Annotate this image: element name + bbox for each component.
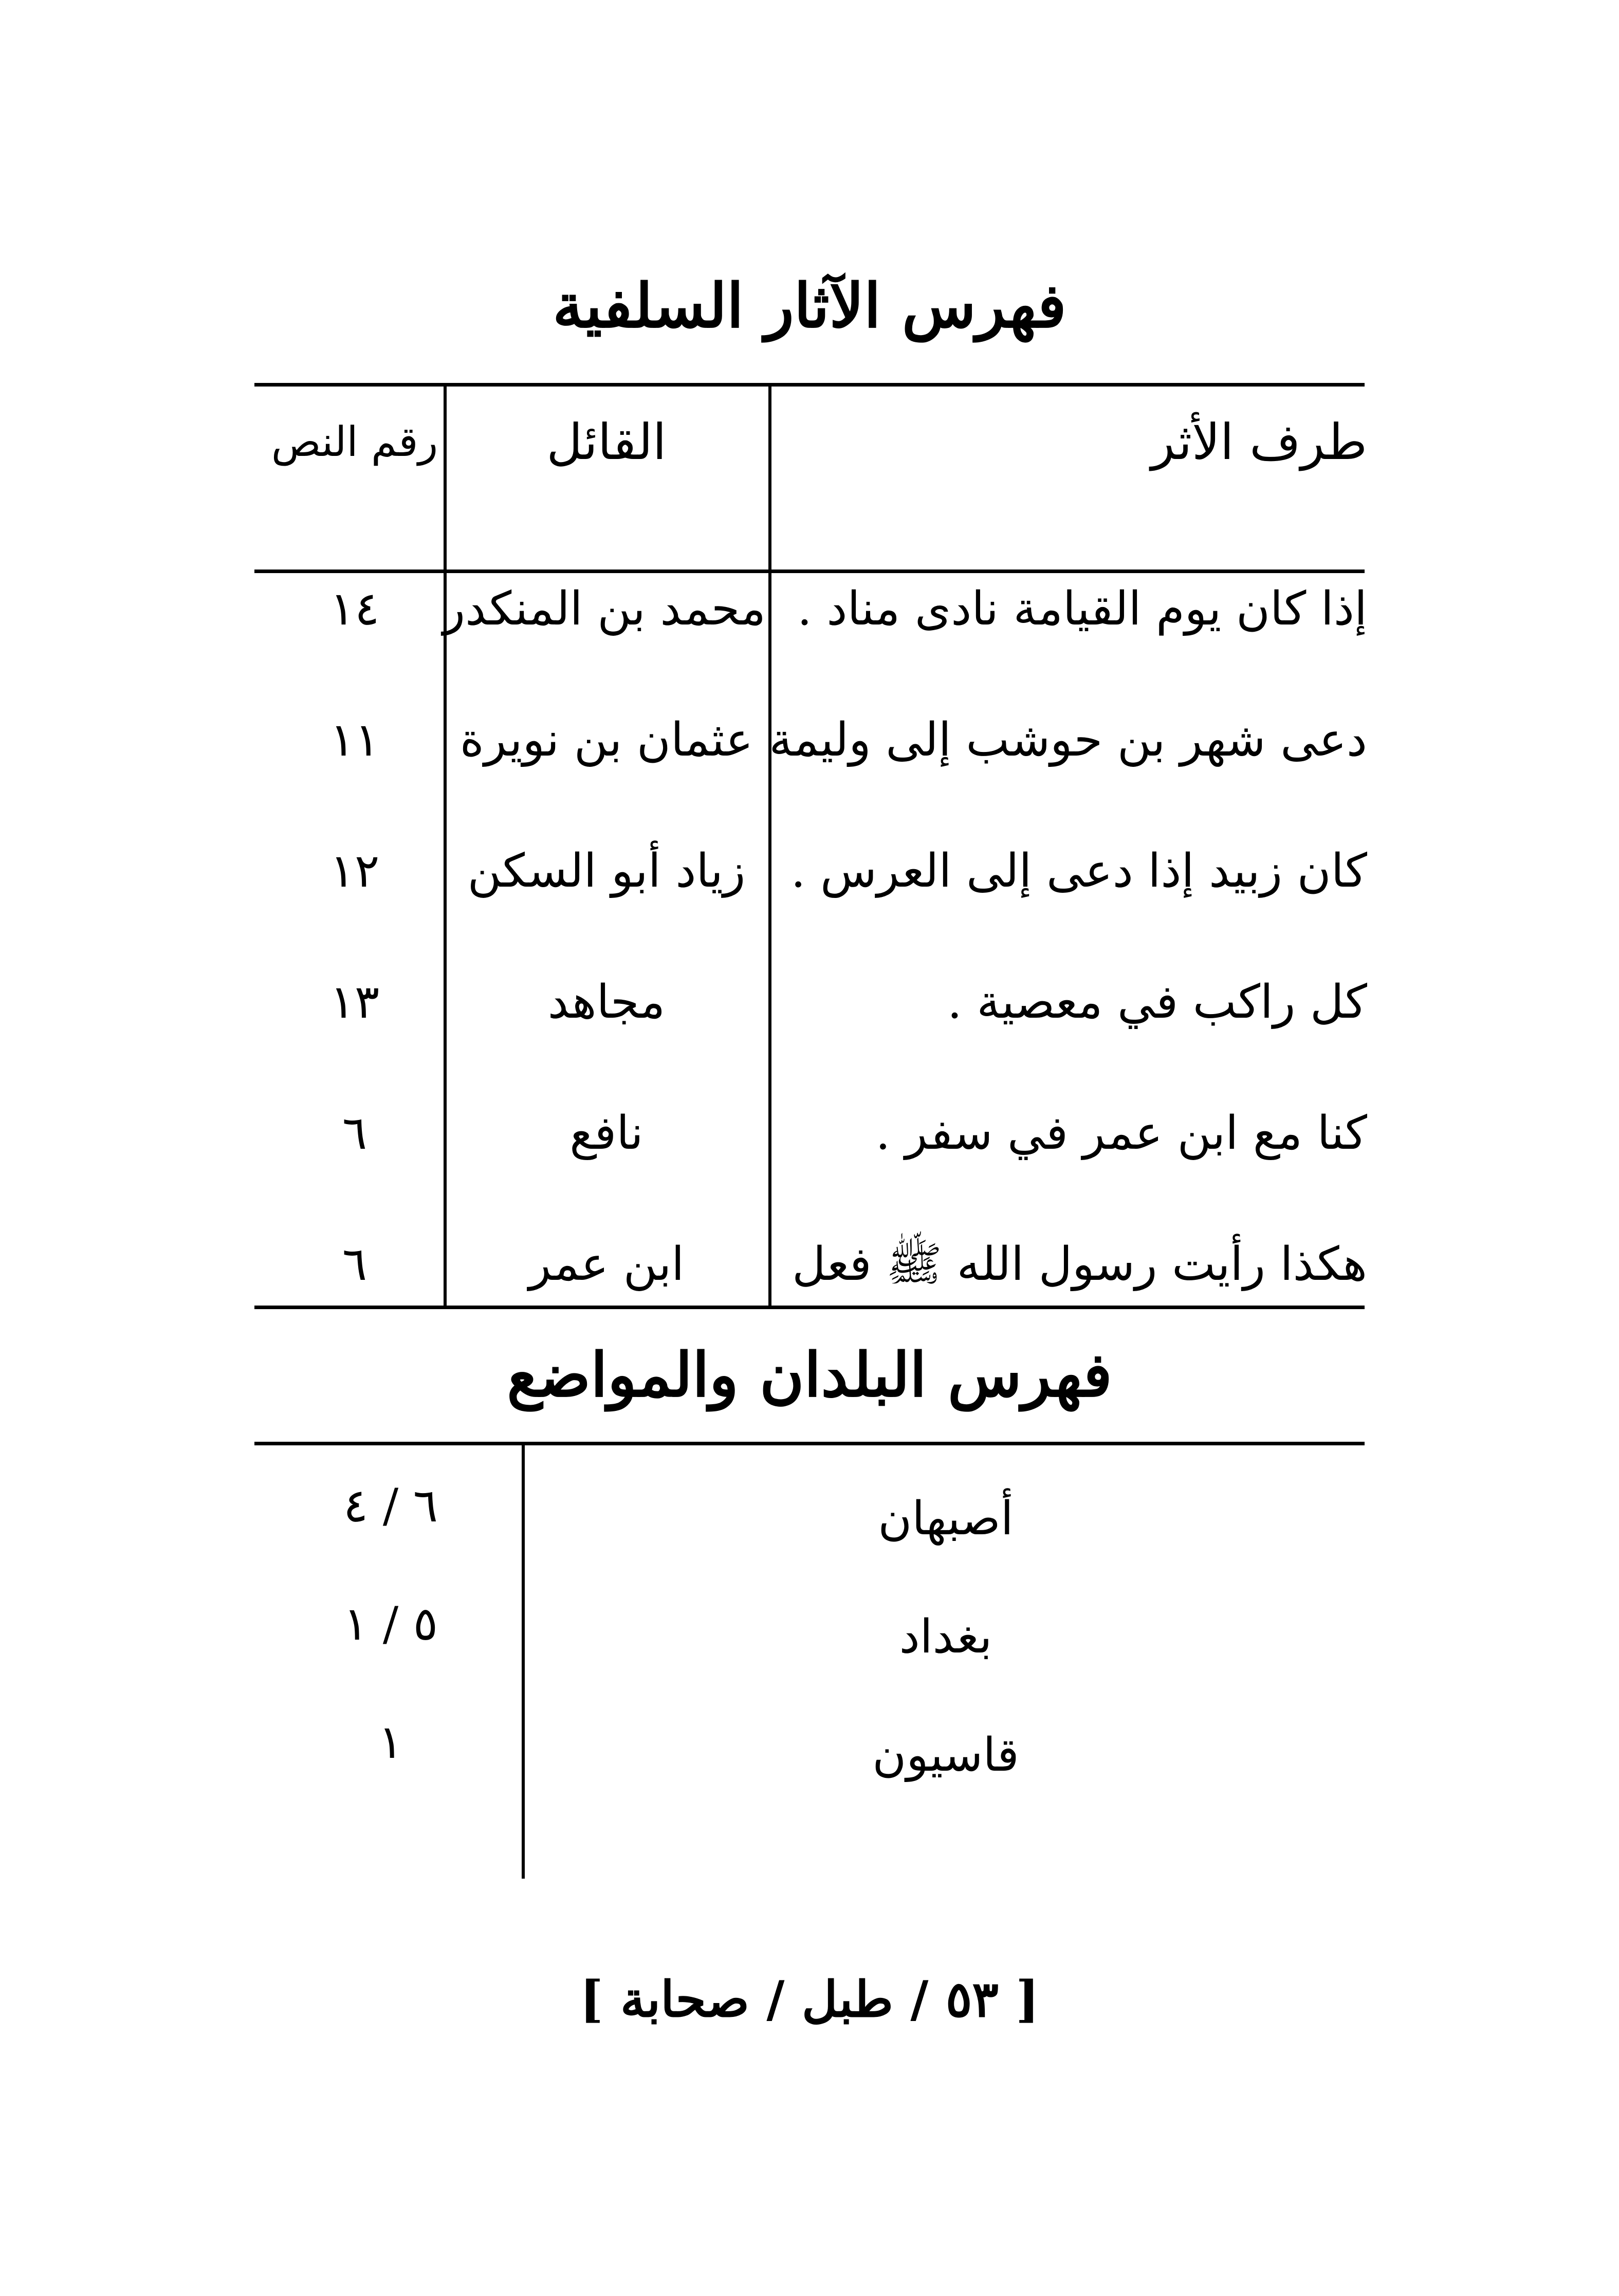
- athar-text: هكذا رأيت رسول الله ﷺ فعل: [792, 1237, 1367, 1291]
- header-text-number: رقم النص: [271, 418, 438, 466]
- place-reference: ٥ / ١: [343, 1597, 438, 1651]
- place-reference: ٦ / ٤: [343, 1479, 438, 1533]
- athar-text: كان زبيد إذا دعى إلى العرس .: [790, 844, 1367, 898]
- athar-number: ١١: [329, 713, 380, 767]
- places-col-divider: [522, 1442, 525, 1879]
- athar-number: ١٣: [329, 975, 380, 1029]
- athar-number: ٦: [342, 1237, 367, 1291]
- place-name: بغداد: [899, 1610, 992, 1664]
- athar-col-divider-2: [444, 383, 447, 1306]
- header-sayer: القائل: [546, 413, 667, 471]
- athar-text: إذا كان يوم القيامة نادى مناد .: [797, 582, 1367, 636]
- place-name: قاسيون: [872, 1728, 1019, 1782]
- athar-col-divider-1: [768, 383, 771, 1306]
- place-reference: ١: [378, 1715, 403, 1769]
- athar-header-rule: [254, 570, 1365, 573]
- athar-sayer: نافع: [569, 1106, 643, 1160]
- athar-table-top-rule: [254, 383, 1365, 387]
- athar-index-title: فهرس الآثار السلفية: [553, 270, 1066, 341]
- athar-sayer: مجاهد: [547, 975, 666, 1029]
- header-athar-text: طرف الأثر: [1151, 413, 1367, 471]
- places-table-top-rule: [254, 1442, 1365, 1445]
- athar-number: ١٢: [329, 844, 380, 898]
- athar-text: كل راكب في معصية .: [947, 975, 1367, 1029]
- athar-number: ١٤: [329, 582, 380, 636]
- page-footer: [ ٥٣ / طبل / صحابة ]: [580, 1970, 1039, 2028]
- athar-text: دعى شهر بن حوشب إلى وليمة: [769, 713, 1367, 767]
- athar-sayer: زياد أبو السكن: [467, 844, 746, 898]
- athar-sayer: ابن عمر: [528, 1237, 685, 1291]
- athar-sayer: عثمان بن نويرة: [459, 713, 753, 767]
- places-index-title: فهرس البلدان والمواضع: [507, 1339, 1112, 1410]
- athar-sayer: محمد بن المنكدر: [443, 582, 766, 636]
- athar-table-bottom-rule: [254, 1306, 1365, 1309]
- athar-number: ٦: [342, 1106, 367, 1160]
- athar-text: كنا مع ابن عمر في سفر .: [875, 1106, 1367, 1160]
- place-name: أصبهان: [878, 1492, 1014, 1546]
